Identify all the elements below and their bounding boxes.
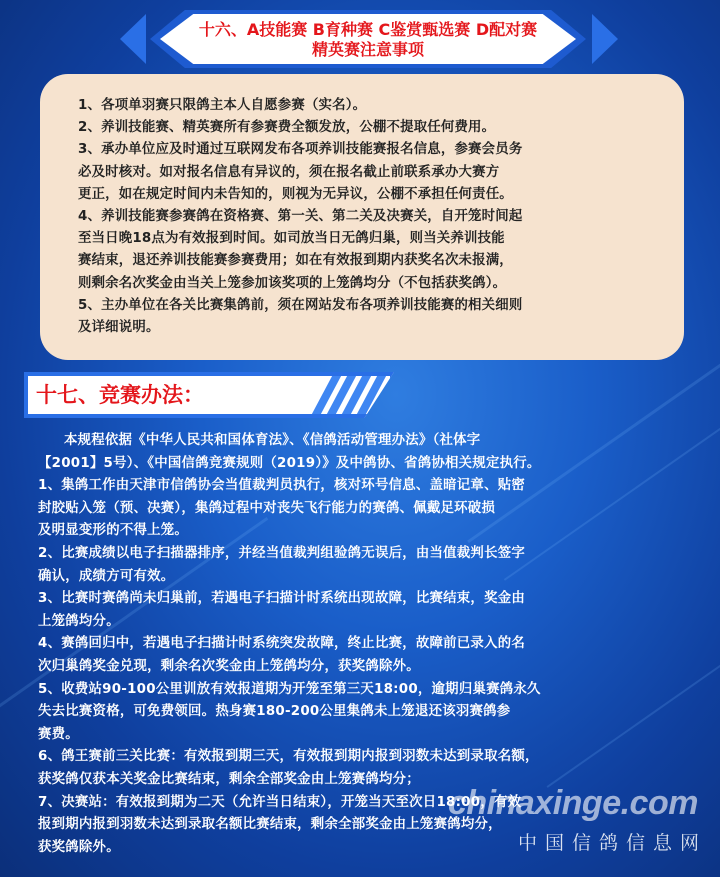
- header-stripes-decoration: [322, 376, 382, 418]
- note-item-3: 3、承办单位应及时通过互联网发布各项养训技能赛报名信息，参赛会员务 必及时核对。如对报名信息有异议的，须在报名截止前联系承办大赛方 更正，如在规定时间内未告知的，则视为无异议，公棚不承担任何责任。: [78, 142, 523, 202]
- banner-title-line-1: 十六、A技能赛 B育种赛 C鉴赏甄选赛 D配对赛: [198, 20, 538, 39]
- rule-item-6: 6、鸽王赛前三关比赛：有效报到期三天，有效报到期内报到羽数未达到录取名额， 获奖鸽仅获本关奖金比赛结束，剩余全部奖金由上笼赛鸽均分；: [38, 749, 539, 787]
- note-item-1: 1、各项单羽赛只限鸽主本人自愿参赛（实名）。: [78, 98, 367, 113]
- banner-left-arrow: [120, 14, 146, 64]
- rule-item-7: 7、决赛站：有效报到期为二天（允许当日结束），开笼当天至次日18:00，有效 报到期内报到羽数未达到录取名额比赛结束，剩余全部奖金由上笼赛鸽均分， 获奖鸽除外。: [38, 794, 522, 855]
- watermark-site-name: 中国信鸽信息网: [518, 832, 708, 854]
- notes-list: [78, 95, 662, 339]
- rule-item-1: 1、集鸽工作由天津市信鸽协会当值裁判员执行，核对环号信息、盖暗记章、贴密 封胶贴入笼（预、决赛），集鸽过程中对丧失飞行能力的赛鸽、佩戴足环破损 及明显变形的不得上笼。: [38, 478, 525, 539]
- rules-intro: 本规程依据《中华人民共和国体育法》、《信鸽活动管理办法》（社体字 【2001】5号）、《中国信鸽竞赛规则（2019）》及中鸽协、省鸽协相关规定执行。: [38, 433, 541, 471]
- section-title: 十七、竞赛办法：: [36, 383, 204, 407]
- note-item-2: 2、养训技能赛、精英赛所有参赛费全额发放，公棚不提取任何费用。: [78, 120, 496, 136]
- banner-title-line-2: 精英赛注意事项: [311, 40, 424, 59]
- rule-item-4: 4、赛鸽回归中，若遇电子扫描计时系统突发故障，终止比赛，故障前已录入的名 次归巢鸽奖金兑现，剩余名次奖金由上笼鸽均分，获奖鸽除外。: [38, 636, 525, 674]
- rule-item-5: 5、收费站90-100公里训放有效报道期为开笼至第三天18:00，逾期归巢赛鸽永久 失去比赛资格，可免费领回。热身赛180-200公里集鸽未上笼退还该羽赛鸽参 赛费。: [38, 681, 541, 742]
- note-item-4: 4、养训技能赛参赛鸽在资格赛、第一关、第二关及决赛关，自开笼时间起 至当日晚18点为有效报到时间。如司放当日无鸽归巢，则当关养训技能 赛结束，退还养训技能赛参赛费用；如在有效报到期内获奖名次未报满， 则剩余名次奖金由当关上笼参加该奖项的上笼鸽均分（不包括获奖鸽）。: [78, 209, 523, 291]
- note-item-5: 5、主办单位在各关比赛集鸽前，须在网站发布各项养训技能赛的相关细则 及详细说明。: [78, 297, 523, 336]
- title-banner-text: [160, 20, 576, 60]
- rule-item-3: 3、比赛时赛鸽尚未归巢前，若遇电子扫描计时系统出现故障，比赛结束，奖金由 上笼鸽均分。: [38, 591, 525, 629]
- banner-right-arrow: [592, 14, 618, 64]
- rule-item-2: 2、比赛成绩以电子扫描器排序，并经当值裁判组验鸽无误后，由当值裁判长签字 确认，成绩方可有效。: [38, 545, 525, 584]
- notes-panel: [40, 74, 684, 360]
- watermark-domain: chinaxinge.com: [448, 784, 698, 822]
